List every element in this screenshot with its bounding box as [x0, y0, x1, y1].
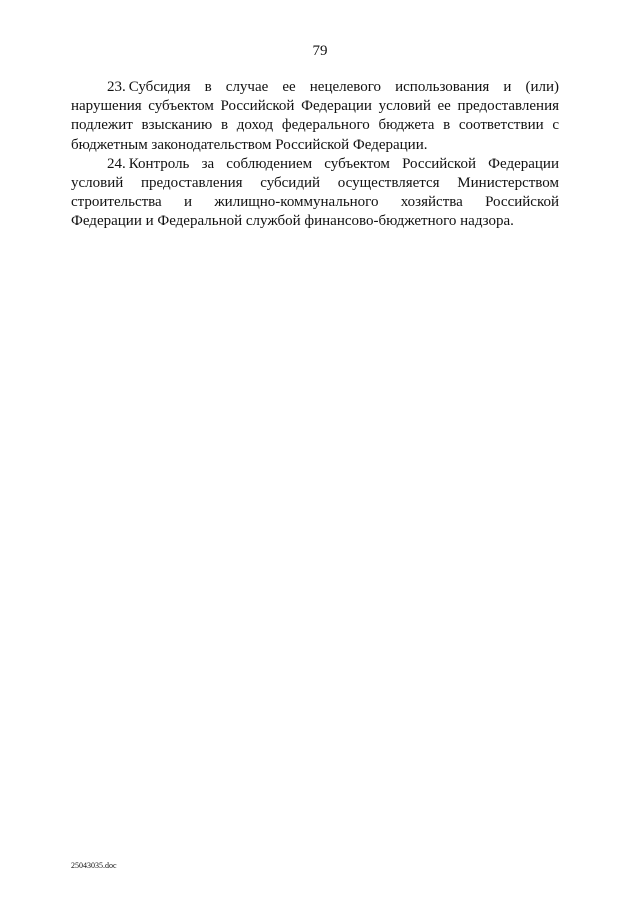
page-number: 79 [312, 43, 328, 59]
footer-file-name: 25043035.doc [71, 861, 117, 870]
paragraph-24 [71, 155, 559, 232]
paragraph-text: Контроль за соблюдением субъектом Российской Федерации условий предоставления субсидий осуществляется Министерством строительства и жилищно-коммунального хозяйства Российской Федерации и Федеральной службой финансово-бюджетного надзора. [71, 155, 559, 230]
paragraph-text: Субсидия в случае ее нецелевого использования и (или) нарушения субъектом Российской Федерации условий ее предоставления подлежит взысканию в доход федерального бюджета в соответствии с бюджетным законодательством Российской Федерации. [71, 79, 559, 153]
paragraph-23 [71, 78, 559, 155]
paragraph-number: 23. [107, 79, 126, 95]
document-body [71, 78, 559, 232]
paragraph-number: 24. [107, 155, 126, 172]
